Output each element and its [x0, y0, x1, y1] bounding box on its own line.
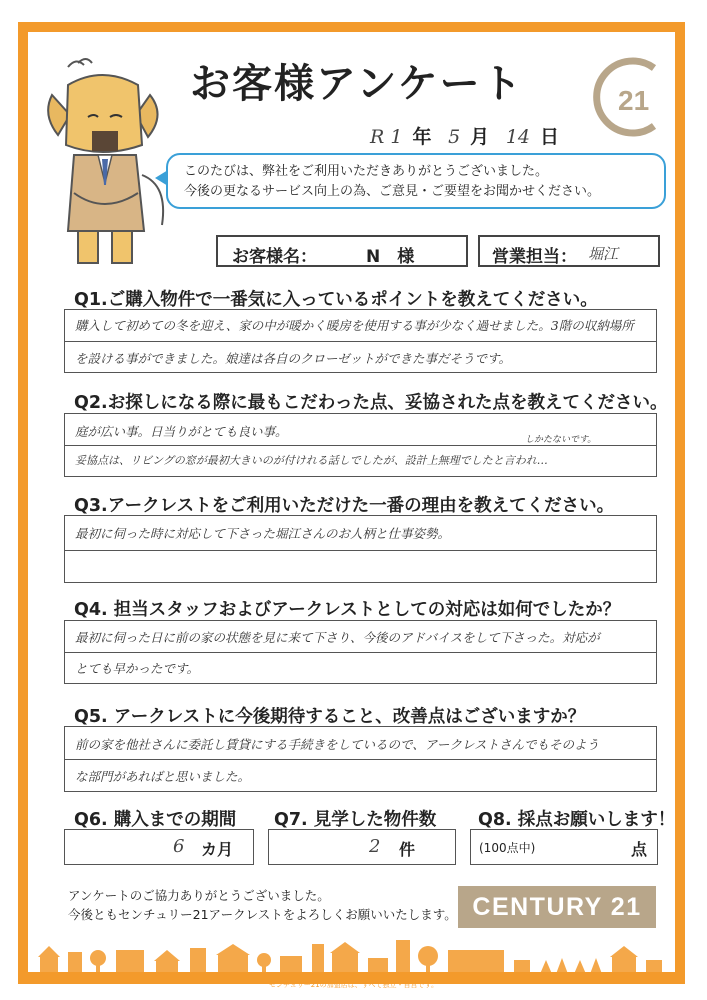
- question-8: Q8. 採点お願いします！: [478, 810, 676, 830]
- question-2: Q2.お探しになる際に最もこだわった点、妥協された点を教えてください。: [74, 393, 668, 413]
- answer-5-line-1: 前の家を他社さんに委託し賃貸にする手続きをしているので、アークレストさんでもそのよう: [75, 737, 600, 752]
- answer-1-line-1: 購入して初めての冬を迎え、家の中が暖かく暖房を使用する事が少なく過せました。3階の収納場所: [75, 318, 634, 333]
- townscape-illustration: [28, 930, 675, 976]
- question-5: Q5. アークレストに今後期待すること、改善点はございますか？: [74, 707, 586, 727]
- bottom-note: センチュリー21の加盟店は、すべて独立・自営です。: [269, 981, 438, 989]
- answer-box-2: [64, 413, 657, 477]
- q7-answer-box: [268, 829, 456, 865]
- intro-speech-bubble: [166, 153, 666, 209]
- date-month: 5: [448, 126, 461, 148]
- question-4: Q4. 担当スタッフおよびアークレストとしての対応は如何でしたか？: [74, 600, 621, 620]
- date-day: 14: [505, 126, 530, 148]
- question-1: Q1.ご購入物件で一番気に入っているポイントを教えてください。: [74, 290, 598, 310]
- date-day-label: 日: [540, 126, 560, 148]
- q8-hint: (100点中): [479, 841, 536, 855]
- date-month-label: 月: [470, 126, 490, 148]
- question-6: Q6. 購入までの期間: [74, 810, 237, 830]
- answer-2-line-1: 庭が広い事。日当りがとても良い事。: [75, 424, 288, 439]
- mascot-dog-illustration: [38, 55, 178, 270]
- logo-text: 21: [618, 85, 650, 116]
- q7-unit: 件: [399, 840, 416, 859]
- century21-brand-logo: CENTURY 21: [458, 886, 656, 928]
- answer-3-line-1: 最初に伺った時に対応して下さった堀江さんのお人柄と仕事姿勢。: [75, 526, 451, 541]
- date-row: [360, 122, 559, 149]
- answer-box-5: [64, 726, 657, 792]
- intro-line-1: このたびは、弊社をご利用いただきありがとうございました。: [184, 164, 549, 179]
- answer-2-note: しかたないです。: [525, 435, 597, 445]
- footer-line-1: アンケートのご協力ありがとうございました。: [68, 888, 330, 903]
- answer-box-4: [64, 620, 657, 684]
- answer-5-line-2: な部門があればと思いました。: [75, 769, 251, 784]
- date-year-label: 年: [412, 126, 432, 148]
- answer-1-line-2: を設ける事ができました。娘達は各自のクローゼットができた事だそうです。: [75, 351, 512, 366]
- date-era: R 1: [370, 126, 403, 148]
- customer-name-value: N 様: [366, 247, 415, 267]
- intro-line-2: 今後の更なるサービス向上の為、ご意見・ご要望をお聞かせください。: [184, 184, 601, 199]
- q7-value: 2: [369, 836, 381, 857]
- answer-4-line-2: とても早かったです。: [75, 661, 200, 676]
- q8-answer-box: [470, 829, 658, 865]
- question-3: Q3.アークレストをご利用いただけた一番の理由を教えてください。: [74, 496, 615, 516]
- staff-label: 営業担当：: [492, 247, 577, 267]
- footer-line-2: 今後ともセンチュリー21アークレストをよろしくお願いいたします。: [68, 907, 457, 922]
- answer-4-line-1: 最初に伺った日に前の家の状態を見に来て下さり、今後のアドバイスをして下さった。対応が: [75, 630, 600, 645]
- answer-2-line-2: 妥協点は、リビングの窓が最初大きいのが付けれる話しでしたが、設計上無理でしたと言われ…: [75, 454, 548, 467]
- question-7: Q7. 見学した物件数: [274, 810, 437, 830]
- footer-message: [68, 886, 457, 924]
- answer-box-1: [64, 309, 657, 373]
- century21-logo-icon: [588, 54, 674, 140]
- q6-value: 6: [173, 836, 185, 857]
- q8-unit: 点: [631, 840, 648, 859]
- staff-value: 堀江: [588, 245, 619, 263]
- q6-answer-box: [64, 829, 254, 865]
- q6-unit: カ月: [201, 840, 234, 859]
- answer-box-3: [64, 515, 657, 583]
- customer-name-field: [216, 235, 468, 267]
- staff-field: [478, 235, 660, 267]
- page-title: お客様アンケート: [190, 61, 524, 107]
- customer-name-label: お客様名：: [232, 247, 317, 267]
